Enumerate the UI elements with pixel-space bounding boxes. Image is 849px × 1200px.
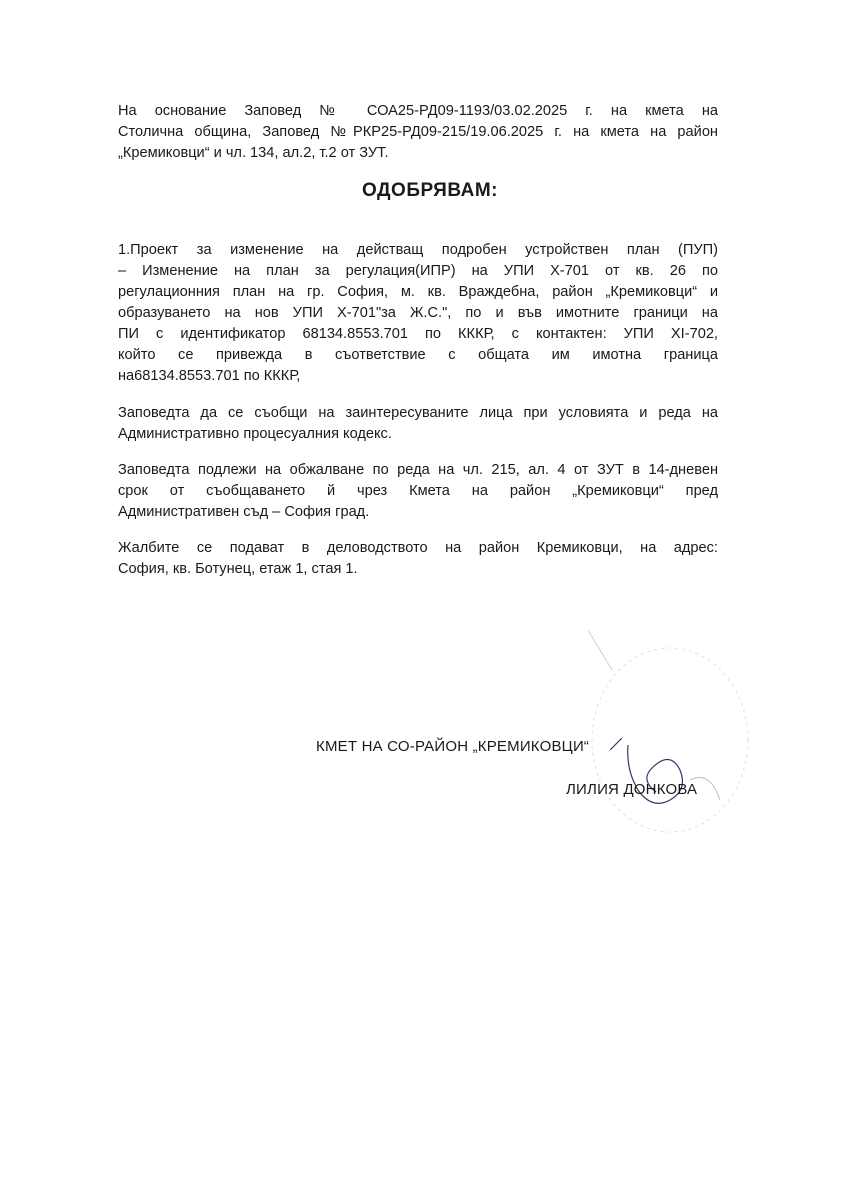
text-line: срок от съобщаването й чрез Кмета на район „Кремиковци“ пред [118,483,718,499]
complaints-paragraph [118,538,718,580]
signatory-position: КМЕТ НА СО-РАЙОН „КРЕМИКОВЦИ“ [316,738,590,755]
text-line: Заповедта подлежи на обжалване по реда на чл. 215, ал. 4 от ЗУТ в 14-дневен [118,462,718,478]
appeal-paragraph [118,460,718,523]
text-line: „Кремиковци“ и чл. 134, ал.2, т.2 от ЗУТ. [118,145,389,161]
text-line: Столична община, Заповед №РКР25-РД09-215/19.06.2025 г. на кмета на район [118,124,718,140]
text-line: ПИ с идентификатор 68134.8553.701 по КККР, с контактен: УПИ XI-702, [118,326,718,342]
text-line: Заповедта да се съобщи на заинтересуваните лица при условията и реда на [118,405,718,421]
text-line: Административно процесуалния кодекс. [118,426,392,442]
text-line: Административен съд – София град. [118,504,370,520]
text-line: 1.Проект за изменение на действащ подробен устройствен план (ПУП) [118,242,718,258]
signatory-name: ЛИЛИЯ ДОНКОВА [566,781,698,798]
document-title: ОДОБРЯВАМ: [361,180,498,201]
text-line: регулационния план на гр. София, м. кв. Враждебна, район „Кремиковци“ и [118,284,718,300]
legal-basis-paragraph [118,101,718,164]
approval-item-paragraph [118,240,718,387]
notification-paragraph [118,403,718,445]
text-line: на68134.8553.701 по КККР, [118,368,301,384]
signature-stamp-mark [560,620,780,840]
text-line: който се привежда в съответствие с общата им имотна граница [118,347,718,363]
text-line: На основание Заповед № СОА25-РД09-1193/03.02.2025 г. на кмета на [118,103,718,119]
text-line: образуването на нов УПИ Х-701"за Ж.С.", по и във имотните граници на [118,305,718,321]
text-line: – Изменение на план за регулация(ИПР) на УПИ Х-701 от кв. 26 по [118,263,718,279]
text-line: Жалбите се подават в деловодството на район Кремиковци, на адрес: [118,540,718,556]
text-line: София, кв. Ботунец, етаж 1, стая 1. [118,561,358,577]
